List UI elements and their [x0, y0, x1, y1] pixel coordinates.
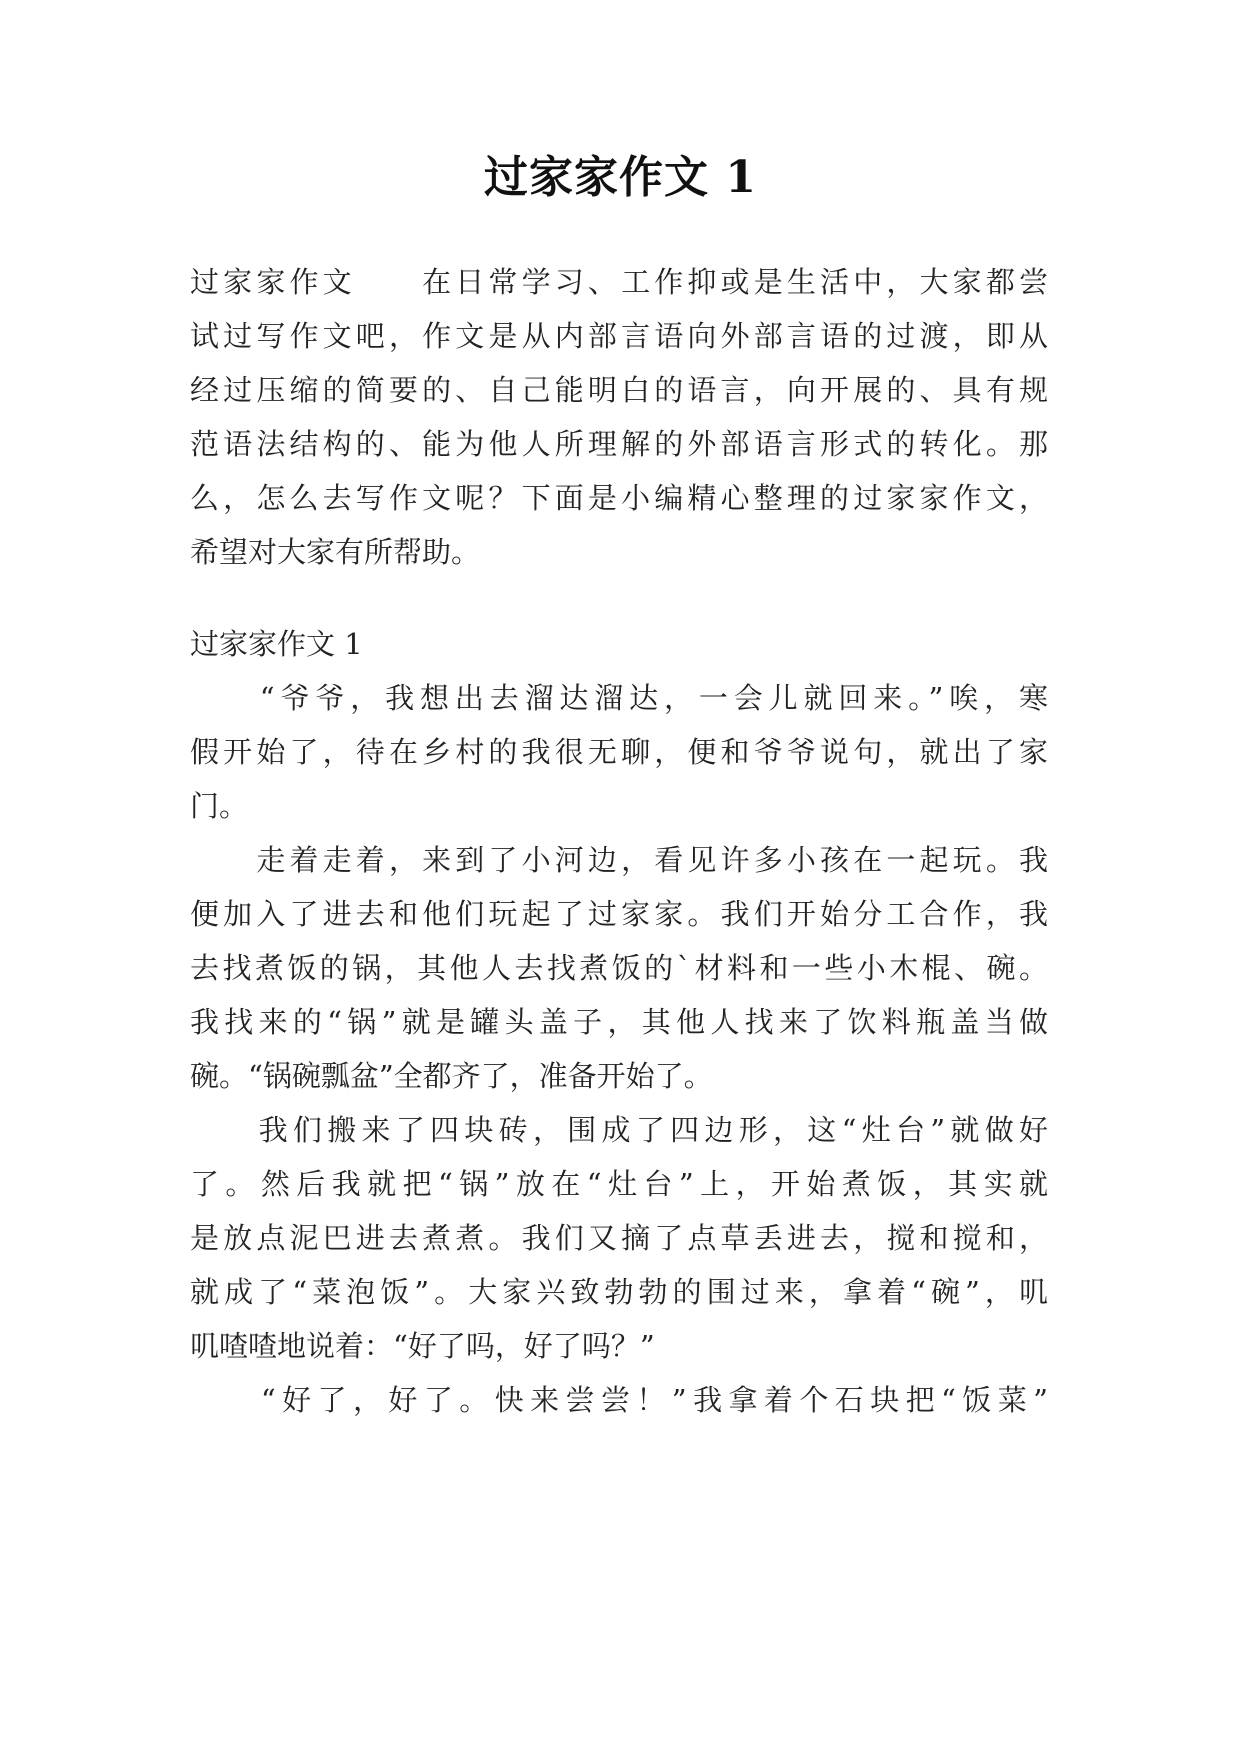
paragraph-line: 碗。“锅碗瓢盆”全都齐了，准备开始了。 [190, 1059, 713, 1093]
paragraph-line: “好了，好了。快来尝尝！”我拿着个石块把“饭菜” [190, 1383, 1048, 1417]
intro-line: 过家家作文 在日常学习、工作抑或是生活中，大家都尝 [190, 265, 1048, 299]
paragraph-line: 我们搬来了四块砖，围成了四边形，这“灶台”就做好 [190, 1113, 1048, 1147]
intro-line: 么，怎么去写作文呢？下面是小编精心整理的过家家作文， [190, 481, 1048, 515]
paragraph-line: 就成了“菜泡饭”。大家兴致勃勃的围过来，拿着“碗”，叽 [190, 1275, 1048, 1309]
paragraph-line: 了。然后我就把“锅”放在“灶台”上，开始煮饭，其实就 [190, 1167, 1048, 1201]
paragraph-line: 便加入了进去和他们玩起了过家家。我们开始分工合作，我 [190, 897, 1048, 931]
document-title: 过家家作文 1 [484, 152, 757, 203]
intro-line: 希望对大家有所帮助。 [190, 535, 481, 569]
paragraph-line: “爷爷，我想出去溜达溜达，一会儿就回来。”唉，寒 [190, 681, 1048, 715]
intro-line: 经过压缩的简要的、自己能明白的语言，向开展的、具有规 [190, 373, 1048, 407]
paragraph-line: 是放点泥巴进去煮煮。我们又摘了点草丢进去，搅和搅和， [190, 1221, 1048, 1255]
paragraph-line: 我找来的“锅”就是罐头盖子，其他人找来了饮料瓶盖当做 [190, 1005, 1048, 1039]
intro-line: 试过写作文吧，作文是从内部言语向外部言语的过渡，即从 [190, 319, 1048, 353]
paragraph-line: 假开始了，待在乡村的我很无聊，便和爷爷说句，就出了家 [190, 735, 1048, 769]
paragraph-line: 走着走着，来到了小河边，看见许多小孩在一起玩。我 [190, 843, 1048, 877]
paragraph-line: 叽喳喳地说着：“好了吗，好了吗？” [190, 1329, 655, 1363]
section-heading: 过家家作文 1 [190, 627, 363, 661]
intro-line: 范语法结构的、能为他人所理解的外部语言形式的转化。那 [190, 427, 1048, 461]
paragraph-line: 门。 [190, 789, 249, 823]
paragraph-line: 去找煮饭的锅，其他人去找煮饭的`材料和一些小木棍、碗。 [190, 951, 1048, 985]
